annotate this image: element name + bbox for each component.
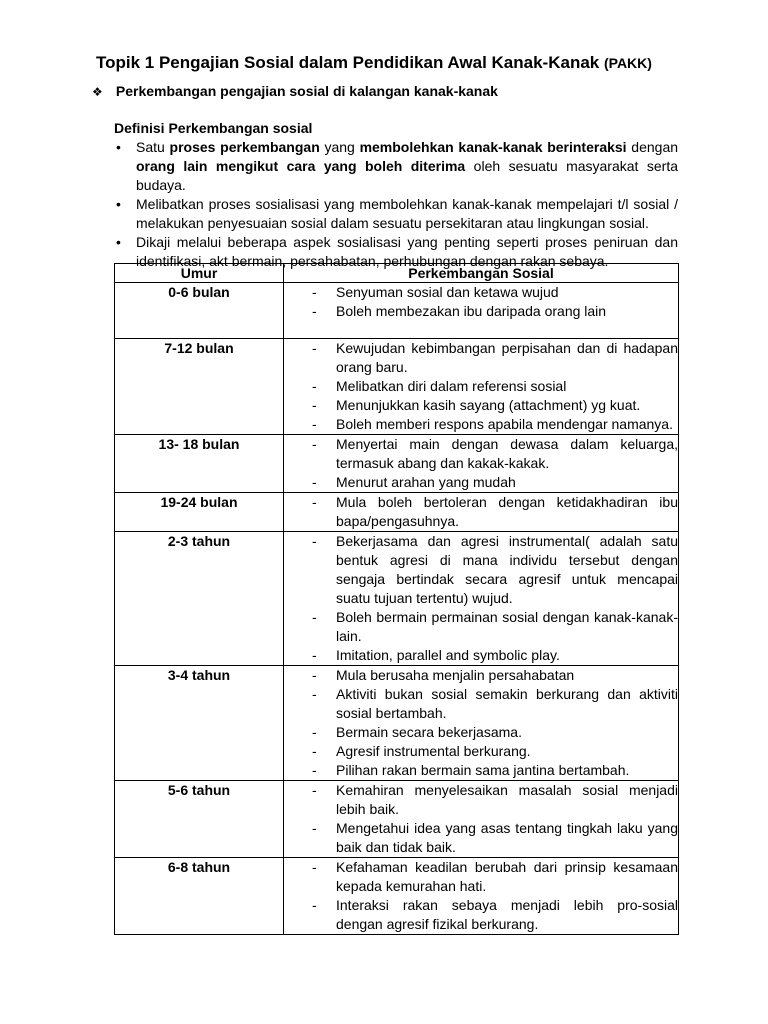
development-list xyxy=(284,283,678,321)
list-item: - Menunjukkan kasih sayang (attachment) yg kuat. xyxy=(284,396,678,415)
definition-bullet-3: • Dikaji melalui beberapa aspek sosialisasi yang penting seperti proses peniruan dan identifikasi, akt bermain, persahabatan, perhubungan dengan rakan sebaya. xyxy=(114,233,678,271)
development-cell xyxy=(284,858,679,935)
development-cell xyxy=(284,435,679,493)
bullet-bold-text: orang lain mengikut cara yang boleh diterima xyxy=(136,158,466,174)
bullet-bold-text: proses perkembangan xyxy=(169,139,320,155)
list-item: - Boleh memberi respons apabila mendengar namanya. xyxy=(284,415,678,434)
list-item: - Bekerjasama dan agresi instrumental( adalah satu bentuk agresi di mana individu tersebut dengan sengaja bertindak secara agresif untuk mencapai suatu tujuan tertentu) wujud. xyxy=(284,532,678,608)
age-cell: 2-3 tahun xyxy=(115,532,284,666)
list-item: - Menyertai main dengan dewasa dalam keluarga, termasuk abang dan kakak-kakak. xyxy=(284,435,678,473)
list-item: - Boleh membezakan ibu daripada orang lain xyxy=(284,302,678,321)
list-item: - Pilihan rakan bermain sama jantina bertambah. xyxy=(284,761,678,780)
title-suffix: (PAKK) xyxy=(603,55,652,71)
definition-bullet-1 xyxy=(114,138,678,195)
table-row xyxy=(115,781,679,858)
development-list xyxy=(284,781,678,857)
age-cell: 19-24 bulan xyxy=(115,493,284,532)
list-item: - Bermain secara bekerjasama. xyxy=(284,723,678,742)
table-header-row xyxy=(115,264,679,283)
age-cell: 5-6 tahun xyxy=(115,781,284,858)
list-item: - Aktiviti bukan sosial semakin berkurang dan aktiviti sosial bertambah. xyxy=(284,685,678,723)
title-main: Topik 1 Pengajian Sosial dalam Pendidikan Awal Kanak-Kanak xyxy=(96,53,600,72)
development-list xyxy=(284,532,678,665)
list-item: - Imitation, parallel and symbolic play. xyxy=(284,646,678,665)
table-row xyxy=(115,666,679,781)
list-item: - Melibatkan diri dalam referensi sosial xyxy=(284,377,678,396)
table-row xyxy=(115,283,679,339)
age-cell: 7-12 bulan xyxy=(115,339,284,435)
table-row xyxy=(115,532,679,666)
list-item: - Senyuman sosial dan ketawa wujud xyxy=(284,283,678,302)
list-item: - Mengetahui idea yang asas tentang tingkah laku yang baik dan tidak baik. xyxy=(284,819,678,857)
age-cell: 6-8 tahun xyxy=(115,858,284,935)
list-item: - Kefahaman keadilan berubah dari prinsip kesamaan kepada kemurahan hati. xyxy=(284,858,678,896)
age-cell: 0-6 bulan xyxy=(115,283,284,339)
list-item: - Interaksi rakan sebaya menjadi lebih pro-sosial dengan agresif fizikal berkurang. xyxy=(284,896,678,934)
table-row xyxy=(115,858,679,935)
section-subheading xyxy=(92,82,692,102)
development-list xyxy=(284,858,678,934)
development-cell xyxy=(284,493,679,532)
development-list xyxy=(284,339,678,434)
definition-bullet-2: • Melibatkan proses sosialisasi yang membolehkan kanak-kanak mempelajari t/l sosial / melakukan penyesuaian sosial dalam sesuatu persekitaran atau lingkungan sosial. xyxy=(114,195,678,233)
bullet-text: yang xyxy=(319,139,360,155)
development-cell xyxy=(284,339,679,435)
age-cell: 3-4 tahun xyxy=(115,666,284,781)
development-cell xyxy=(284,781,679,858)
development-list xyxy=(284,435,678,492)
development-cell xyxy=(284,532,679,666)
definition-list xyxy=(114,138,678,271)
list-item: - Mula boleh bertoleran dengan ketidakhadiran ibu bapa/pengasuhnya. xyxy=(284,493,678,531)
list-item: - Kemahiran menyelesaikan masalah sosial menjadi lebih baik. xyxy=(284,781,678,819)
list-item: - Agresif instrumental berkurang. xyxy=(284,742,678,761)
development-list xyxy=(284,493,678,531)
list-item: - Menurut arahan yang mudah xyxy=(284,473,678,492)
social-development-table xyxy=(114,263,679,935)
development-cell xyxy=(284,283,679,339)
definition-heading: Definisi Perkembangan sosial xyxy=(114,120,313,136)
table-row xyxy=(115,493,679,532)
diamond-bullet-icon: ❖ xyxy=(92,85,103,99)
development-list xyxy=(284,666,678,780)
table-row xyxy=(115,339,679,435)
list-item: - Kewujudan kebimbangan perpisahan dan di hadapan orang baru. xyxy=(284,339,678,377)
development-cell xyxy=(284,666,679,781)
list-item: - Mula berusaha menjalin persahabatan xyxy=(284,666,678,685)
header-age: Umur xyxy=(115,264,284,283)
bullet-text: oleh sesuatu masyarakat serta budaya. xyxy=(136,158,679,193)
subheading-text: Perkembangan pengajian sosial di kalangan kanak-kanak xyxy=(115,83,498,99)
bullet-text: dengan xyxy=(626,139,679,155)
page-title xyxy=(96,52,716,74)
bullet-bold-text: membolehkan kanak-kanak berinteraksi xyxy=(359,139,627,155)
age-cell: 13- 18 bulan xyxy=(115,435,284,493)
header-development: Perkembangan Sosial xyxy=(284,264,679,283)
table-row xyxy=(115,435,679,493)
bullet-text: Satu xyxy=(136,139,170,155)
list-item: - Boleh bermain permainan sosial dengan kanak-kanak-lain. xyxy=(284,608,678,646)
